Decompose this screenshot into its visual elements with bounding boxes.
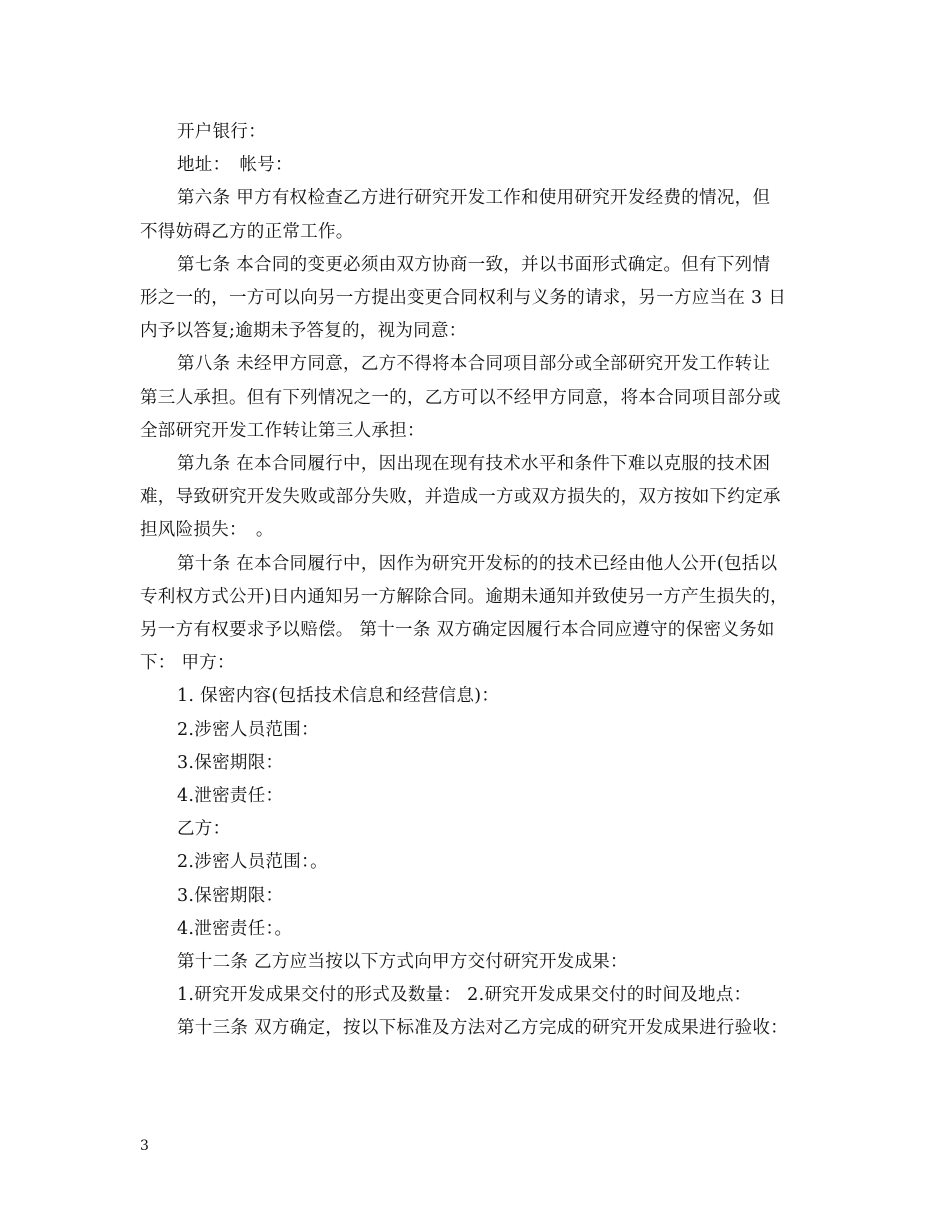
text-line: 不得妨碍乙方的正常工作。 xyxy=(140,221,354,242)
text-line: 第三人承担。但有下列情况之一的，乙方可以不经甲方同意，将本合同项目部分或 xyxy=(140,387,781,408)
text-line: 专利权方式公开)日内通知另一方解除合同。逾期未通知并致使另一方产生损失的， xyxy=(140,586,788,607)
text-line: 开户银行： xyxy=(177,122,266,142)
text-line: 第九条 在本合同履行中，因出现在现有技术水平和条件下难以克服的技术困 xyxy=(177,454,771,475)
text-line: 形之一的，一方可以向另一方提出变更合同权利与义务的请求，另一方应当在 3 日 xyxy=(140,288,787,309)
text-line: 内予以答复;逾期未予答复的，视为同意： xyxy=(140,321,467,342)
list-item: 4.泄密责任： xyxy=(177,786,284,807)
document-body xyxy=(140,116,825,1046)
page-number: 3 xyxy=(140,1138,149,1154)
text-line: 乙方： xyxy=(177,819,231,840)
list-item: 3.保密期限： xyxy=(177,885,284,906)
text-line: 难，导致研究开发失败或部分失败，并造成一方或双方损失的，双方按如下约定承 xyxy=(140,487,781,508)
text-line: 第八条 未经甲方同意，乙方不得将本合同项目部分或全部研究开发工作转让 xyxy=(177,354,771,375)
text-line: 第十条 在本合同履行中，因作为研究开发标的的技术已经由他人公开(包括以 xyxy=(177,553,778,574)
list-item: 1. 保密内容(包括技术信息和经营信息)： xyxy=(177,686,500,707)
list-item: 2.涉密人员范围：。 xyxy=(177,852,328,873)
list-item: 1.研究开发成果交付的形式及数量： 2.研究开发成果交付的时间及地点： xyxy=(177,985,752,1006)
text-line: 全部研究开发工作转让第三人承担： xyxy=(140,420,425,441)
list-item: 3.保密期限： xyxy=(177,752,284,773)
text-line: 担风险损失： 。 xyxy=(140,520,274,541)
text-line: 另一方有权要求予以赔偿。 第十一条 双方确定因履行本合同应遵守的保密义务如 xyxy=(140,620,775,641)
text-line: 下： 甲方： xyxy=(140,653,235,674)
text-line: 第十二条 乙方应当按以下方式向甲方交付研究开发成果： xyxy=(177,952,628,973)
text-line: 第七条 本合同的变更必须由双方协商一致，并以书面形式确定。但有下列情 xyxy=(177,254,771,275)
text-line: 第六条 甲方有权检查乙方进行研究开发工作和使用研究开发经费的情况，但 xyxy=(177,188,771,209)
list-item: 2.涉密人员范围： xyxy=(177,719,319,740)
list-item: 4.泄密责任：。 xyxy=(177,918,293,939)
text-line: 地址： 帐号： xyxy=(177,155,293,176)
text-line: 第十三条 双方确定，按以下标准及方法对乙方完成的研究开发成果进行验收： xyxy=(177,1018,789,1039)
